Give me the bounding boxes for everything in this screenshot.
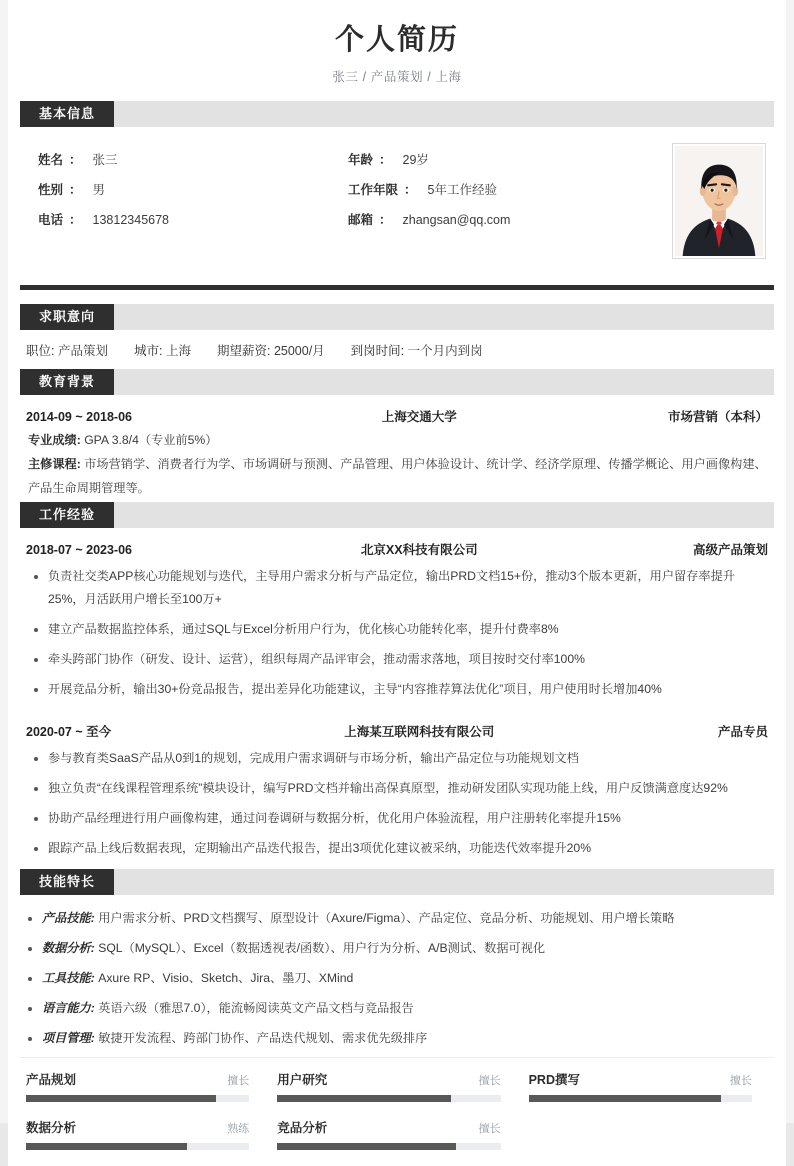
basic-field-name (20, 145, 330, 175)
field-separator: ： (69, 213, 82, 228)
section-header-education (20, 369, 774, 395)
skill-text: 英语六级（雅思7.0），能流畅阅读英文产品文档与竞品报告 (94, 1001, 414, 1016)
field-value: 张三 (92, 153, 118, 168)
skill-meter-level: 擅长 (478, 1075, 501, 1088)
skill-meter (523, 1070, 774, 1118)
basic-field-experience (330, 175, 640, 205)
field-value: 5年工作经验 (427, 183, 497, 198)
detail-text: GPA 3.8/4（专业前5%） (80, 433, 218, 448)
section-tab-label: 工作经验 (20, 502, 114, 528)
resume-sheet (8, 0, 786, 1166)
section-header-intent (20, 304, 774, 330)
education-period: 2014-09 ~ 2018-06 (26, 410, 132, 425)
work-bullet-list (26, 565, 768, 701)
skill-meter (271, 1070, 522, 1118)
section-tab-label: 基本信息 (20, 101, 114, 127)
intent-value: 25000/月 (273, 344, 325, 359)
field-label: 性别 (38, 183, 64, 198)
work-entry-head (26, 722, 768, 743)
work-bullet-list (26, 747, 768, 860)
portrait-photo (675, 146, 763, 256)
work-entry-head (26, 540, 768, 561)
section-divider-dark (20, 285, 774, 290)
section-tab-label: 技能特长 (20, 869, 114, 895)
portrait-illustration (675, 146, 763, 256)
education-entry-head (26, 407, 768, 428)
list-item: 负责社交类APP核心功能规划与迭代，主导用户需求分析与产品定位，输出PRD文档15+份，推动3个版本更新，用户留存率提升25%，月活跃用户增长至100万+ (26, 565, 768, 611)
skill-label: 项目管理: (42, 1031, 95, 1046)
section-header-skills (20, 869, 774, 895)
intent-availability (351, 344, 483, 358)
skill-meter-level: 擅长 (478, 1123, 501, 1136)
list-item (20, 997, 774, 1020)
skill-meter-fill (26, 1095, 216, 1102)
section-header-basic (20, 101, 774, 127)
list-item: 跟踪产品上线后数据表现，定期输出产品迭代报告，提出3项优化建议被采纳，功能迭代效率提升20% (26, 837, 768, 860)
field-value: 13812345678 (92, 213, 170, 228)
field-separator: ： (379, 213, 392, 228)
detail-label: 专业成绩: (28, 433, 81, 448)
page-subtitle: 张三 / 产品策划 / 上海 (332, 70, 462, 85)
work-company: 北京XX科技有限公司 (360, 543, 478, 558)
skill-meter-track (277, 1095, 500, 1102)
basic-info-grid (20, 145, 640, 235)
intent-city (134, 344, 191, 358)
work-period: 2020-07 ~ 至今 (26, 725, 112, 740)
skill-meter-fill (529, 1095, 721, 1102)
field-separator: ： (404, 183, 417, 198)
list-item: 协助产品经理进行用户画像构建，通过问卷调研与数据分析，优化用户体验流程，用户注册转化率提升15% (26, 807, 768, 830)
skill-meter-grid (20, 1058, 774, 1166)
work-company: 上海某互联网科技有限公司 (344, 725, 495, 740)
skill-meter-head (529, 1070, 752, 1095)
skill-text: 用户需求分析、PRD文档撰写、原型设计（Axure/Figma）、产品定位、竞品分析、功能规划、用户增长策略 (94, 911, 675, 926)
skill-meter-track (26, 1143, 249, 1150)
section-header-work (20, 502, 774, 528)
intent-value: 上海 (165, 344, 191, 359)
field-separator: ： (69, 183, 82, 198)
list-item: 建立产品数据监控体系，通过SQL与Excel分析用户行为，优化核心功能转化率，提升付费率8% (26, 618, 768, 641)
work-period: 2018-07 ~ 2023-06 (26, 543, 132, 558)
education-school: 上海交通大学 (381, 410, 457, 425)
section-tab-label: 教育背景 (20, 369, 114, 395)
intent-position (26, 344, 108, 358)
document-header (20, 0, 774, 101)
work-entry (20, 528, 774, 710)
field-value: zhangsan@qq.com (402, 213, 511, 228)
skill-label: 语言能力: (42, 1001, 95, 1016)
skill-meter-track (529, 1095, 752, 1102)
skill-text: 敏捷开发流程、跨部门协作、产品迭代规划、需求优先级排序 (94, 1031, 428, 1046)
intent-salary (217, 344, 325, 358)
list-item (20, 907, 774, 930)
skill-meter-head (277, 1070, 500, 1095)
list-item (20, 967, 774, 990)
skill-meter-track (277, 1143, 500, 1150)
intent-label: 城市: (133, 344, 163, 359)
basic-field-age (330, 145, 640, 175)
field-separator: ： (379, 153, 392, 168)
skill-meter-head (26, 1118, 249, 1143)
basic-field-phone (20, 205, 330, 235)
field-label: 邮箱 (348, 213, 374, 228)
skill-meter-track (26, 1095, 249, 1102)
field-label: 年龄 (348, 153, 374, 168)
skills-bullet-list (20, 907, 774, 1050)
skill-meter-head (26, 1070, 249, 1095)
skill-meter (20, 1118, 271, 1166)
basic-field-email (330, 205, 640, 235)
field-separator: ： (69, 153, 82, 168)
detail-label: 主修课程: (28, 457, 81, 472)
education-degree: 市场营销（本科） (667, 410, 768, 425)
field-label: 工作年限 (348, 183, 399, 198)
skill-meter-name: 数据分析 (26, 1121, 77, 1136)
intent-value: 一个月内到岗 (407, 344, 483, 359)
work-role: 高级产品策划 (692, 543, 768, 558)
skill-meter-level: 擅长 (227, 1075, 250, 1088)
skill-meter-fill (277, 1095, 451, 1102)
skill-meter (271, 1118, 522, 1166)
skill-meter (20, 1070, 271, 1118)
skill-meter-name: 用户研究 (277, 1073, 328, 1088)
work-role: 产品专员 (717, 725, 768, 740)
education-entry (20, 395, 774, 502)
page-title: 个人简历 (334, 24, 459, 56)
intent-value: 产品策划 (57, 344, 108, 359)
field-label: 电话 (38, 213, 64, 228)
field-label: 姓名 (38, 153, 64, 168)
field-value: 29岁 (402, 153, 429, 168)
basic-field-gender (20, 175, 330, 205)
skill-meter-fill (277, 1143, 456, 1150)
list-item (20, 1027, 774, 1050)
skill-meter-name: 竞品分析 (277, 1121, 328, 1136)
skill-text: Axure RP、Visio、Sketch、Jira、墨刀、XMind (94, 971, 354, 986)
education-gpa (26, 428, 768, 452)
skill-label: 产品技能: (42, 911, 95, 926)
work-entry (20, 710, 774, 869)
skill-label: 工具技能: (42, 971, 95, 986)
skill-meter-level: 擅长 (729, 1075, 752, 1088)
basic-info-block (20, 127, 774, 275)
education-courses (26, 452, 768, 500)
skill-text: SQL（MySQL）、Excel（数据透视表/函数）、用户行为分析、A/B测试、数据可视化 (94, 941, 546, 956)
avatar (672, 143, 766, 259)
intent-label: 职位: (26, 344, 55, 359)
list-item: 开展竞品分析，输出30+份竞品报告，提出差异化功能建议，主导“内容推荐算法优化”项目，用户使用时长增加40% (26, 678, 768, 701)
skill-meter-fill (26, 1143, 187, 1150)
list-item (20, 937, 774, 960)
list-item: 独立负责“在线课程管理系统”模块设计，编写PRD文档并输出高保真原型，推动研发团队实现功能上线，用户反馈满意度达92% (26, 777, 768, 800)
skill-label: 数据分析: (42, 941, 95, 956)
skill-meter-level: 熟练 (227, 1123, 250, 1136)
intent-label: 期望薪资: (216, 344, 271, 359)
intent-label: 到岗时间: (350, 344, 405, 359)
skill-meter-name: 产品规划 (26, 1073, 77, 1088)
list-item: 参与教育类SaaS产品从0到1的规划，完成用户需求调研与市场分析，输出产品定位与功能规划文档 (26, 747, 768, 770)
job-intent-row (20, 330, 774, 369)
list-item: 牵头跨部门协作（研发、设计、运营），组织每周产品评审会，推动需求落地，项目按时交付率100% (26, 648, 768, 671)
section-tab-label: 求职意向 (20, 304, 114, 330)
skill-meter-name: PRD撰写 (528, 1073, 580, 1088)
skill-meter-head (277, 1118, 500, 1143)
field-value: 男 (92, 183, 106, 198)
detail-text: 市场营销学、消费者行为学、市场调研与预测、产品管理、用户体验设计、统计学、经济学原理、传播学概论、用户画像构建、产品生命周期管理等。 (28, 457, 767, 496)
